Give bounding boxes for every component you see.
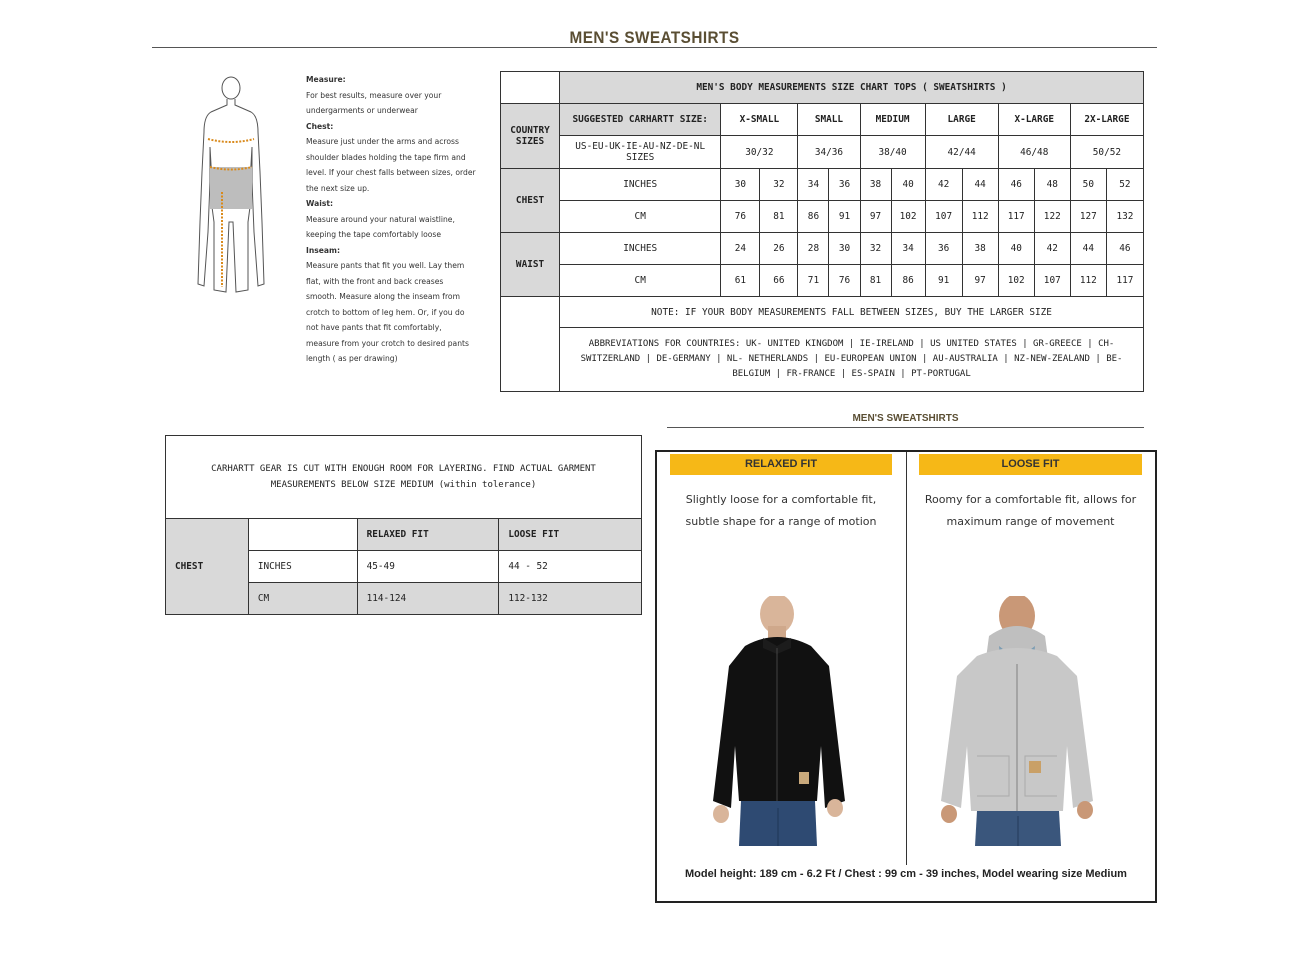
loose-fit-header: LOOSE FIT [499,519,642,551]
empty-corner-cell [501,72,560,104]
waist-inches-row [501,233,1144,265]
waist-cm-cell: 102 [998,265,1034,297]
waist-inches-cell: 46 [1106,233,1143,265]
size-header: 2X-LARGE [1070,104,1143,136]
relaxed-inches-value: 45-49 [357,551,499,583]
size-chart-table [500,71,1144,392]
size-header: SMALL [798,104,860,136]
waist-cm-cell: 86 [891,265,925,297]
country-size-value: 38/40 [860,136,925,169]
chest-inches-cell: 46 [998,169,1034,201]
size-header: MEDIUM [860,104,925,136]
chest-inches-cell: 36 [829,169,860,201]
unit-label: CM [560,265,721,297]
fit-section-title: MEN'S SWEATSHIRTS [852,413,959,424]
waist-inches-cell: 30 [829,233,860,265]
relaxed-cm-value: 114-124 [357,583,499,615]
measure-heading: Measure: [306,75,346,84]
unit-label: INCHES [248,551,357,583]
relaxed-fit-model-photo [705,596,857,846]
waist-cm-cell: 112 [1070,265,1106,297]
chest-inches-cell: 42 [925,169,962,201]
size-header: LARGE [925,104,998,136]
chest-cm-cell: 132 [1106,201,1143,233]
chest-label: CHEST [501,169,560,233]
chest-inches-cell: 40 [891,169,925,201]
waist-inches-cell: 40 [998,233,1034,265]
waist-cm-cell: 107 [1034,265,1070,297]
shorts-shape [210,167,252,209]
chest-cm-cell: 107 [925,201,962,233]
measure-intro: For best results, measure over your undergarments or underwear [306,90,442,115]
inseam-heading: Inseam: [306,245,340,255]
waist-cm-cell: 91 [925,265,962,297]
loose-fit-description: Roomy for a comfortable fit, allows for maximum range of movement [924,493,1137,528]
chest-cm-row [501,201,1144,233]
inseam-instructions: Measure pants that fit you well. Lay them flat, with the front and back creases smooth. Measure along the inseam from crotch to bottom of leg hem. Or, if you do not have pants that fit comfortably, measure from your crotch to desired pants length ( as per drawing) [306,261,469,363]
chest-inches-cell: 44 [962,169,998,201]
chest-cm-cell: 86 [798,201,829,233]
model-caption: Model height: 189 cm - 6.2 Ft / Chest : 99 cm - 39 inches, Model wearing size Medium [685,868,1127,880]
waist-inches-cell: 28 [798,233,829,265]
unit-label: CM [560,201,721,233]
country-size-value: 30/32 [721,136,798,169]
country-size-value: 46/48 [998,136,1070,169]
fit-column-divider [906,452,907,865]
relaxed-fit-header: RELAXED FIT [357,519,499,551]
fit-comparison-box [655,450,1157,903]
country-size-value: 34/36 [798,136,860,169]
garment-intro: CARHARTT GEAR IS CUT WITH ENOUGH ROOM FOR LAYERING. FIND ACTUAL GARMENT MEASUREMENTS BELOW SIZE MEDIUM (within tolerance) [211,464,596,490]
chest-inches-cell: 34 [798,169,829,201]
empty-note-cell [501,297,560,392]
chest-cm-cell: 81 [760,201,798,233]
relaxed-fit-title: RELAXED FIT [670,454,892,475]
body-measurement-figure [196,72,266,297]
chest-tape [208,139,254,142]
country-size-value: 50/52 [1070,136,1143,169]
country-sizes-label: COUNTRY SIZES [501,104,560,169]
chest-cm-cell: 112 [962,201,998,233]
title-divider [152,47,1157,48]
waist-inches-cell: 26 [760,233,798,265]
country-code-label: US-EU-UK-IE-AU-NZ-DE-NL SIZES [560,136,721,169]
unit-label: INCHES [560,169,721,201]
waist-cm-cell: 117 [1106,265,1143,297]
waist-label: WAIST [501,233,560,297]
size-chart-title: MEN'S BODY MEASUREMENTS SIZE CHART TOPS ( SWEATSHIRTS ) [560,72,1144,104]
waist-cm-cell: 97 [962,265,998,297]
waist-inches-cell: 36 [925,233,962,265]
waist-inches-cell: 24 [721,233,760,265]
country-size-value: 42/44 [925,136,998,169]
chest-cm-cell: 117 [998,201,1034,233]
page-title: MEN'S SWEATSHIRTS [569,28,740,47]
empty-header-cell [248,519,357,551]
loose-fit-title: LOOSE FIT [919,454,1142,475]
chest-cm-cell: 76 [721,201,760,233]
chest-inches-cell: 48 [1034,169,1070,201]
chest-inches-cell: 52 [1106,169,1143,201]
waist-inches-cell: 42 [1034,233,1070,265]
chest-cm-cell: 102 [891,201,925,233]
country-abbreviations: ABBREVIATIONS FOR COUNTRIES: UK- UNITED KINGDOM | IE-IRELAND | US UNITED STATES | GR-GREECE | CH- SWITZERLAND | DE-GERMANY | NL- NETHERLANDS | EU-EUROPEAN UNION | AU-AUSTRALIA | NZ-NEW-ZEALAND | BE-BELGIUM | FR-FRANCE | ES-SPAIN | PT-PORTUGAL [560,328,1144,392]
chest-cm-cell: 97 [860,201,891,233]
chest-inches-cell: 50 [1070,169,1106,201]
relaxed-fit-description: Slightly loose for a comfortable fit, subtle shape for a range of motion [685,493,877,528]
fit-title-divider [667,427,1144,428]
loose-cm-value: 112-132 [499,583,642,615]
waist-cm-cell: 61 [721,265,760,297]
chest-cm-cell: 127 [1070,201,1106,233]
waist-inches-cell: 32 [860,233,891,265]
waist-inches-cell: 34 [891,233,925,265]
waist-inches-cell: 44 [1070,233,1106,265]
waist-cm-cell: 71 [798,265,829,297]
waist-cm-cell: 66 [760,265,798,297]
chest-inches-cell: 38 [860,169,891,201]
suggested-size-label: SUGGESTED CARHARTT SIZE: [560,104,721,136]
chest-inches-row [501,169,1144,201]
waist-instructions: Measure around your natural waistline, keeping the tape comfortably loose [306,214,455,239]
waist-inches-cell: 38 [962,233,998,265]
waist-cm-cell: 76 [829,265,860,297]
chest-inches-cell: 30 [721,169,760,201]
size-note: NOTE: IF YOUR BODY MEASUREMENTS FALL BETWEEN SIZES, BUY THE LARGER SIZE [560,297,1144,328]
chest-cm-cell: 122 [1034,201,1070,233]
unit-label: CM [248,583,357,615]
chest-cm-cell: 91 [829,201,860,233]
loose-inches-value: 44 - 52 [499,551,642,583]
chest-inches-cell: 32 [760,169,798,201]
waist-cm-row [501,265,1144,297]
garment-chest-table [165,518,642,615]
unit-label: INCHES [560,233,721,265]
chest-instructions: Measure just under the arms and across shoulder blades holding the tape firm and level. If your chest falls between sizes, order the next size up. [306,137,476,193]
chest-heading: Chest: [306,121,334,131]
size-header: X-SMALL [721,104,798,136]
garment-chest-label: CHEST [166,519,249,615]
garment-measurements-box [165,435,642,615]
waist-cm-cell: 81 [860,265,891,297]
waist-heading: Waist: [306,199,334,208]
loose-fit-model-photo [937,596,1095,846]
measure-instructions [306,72,476,367]
size-header: X-LARGE [998,104,1070,136]
